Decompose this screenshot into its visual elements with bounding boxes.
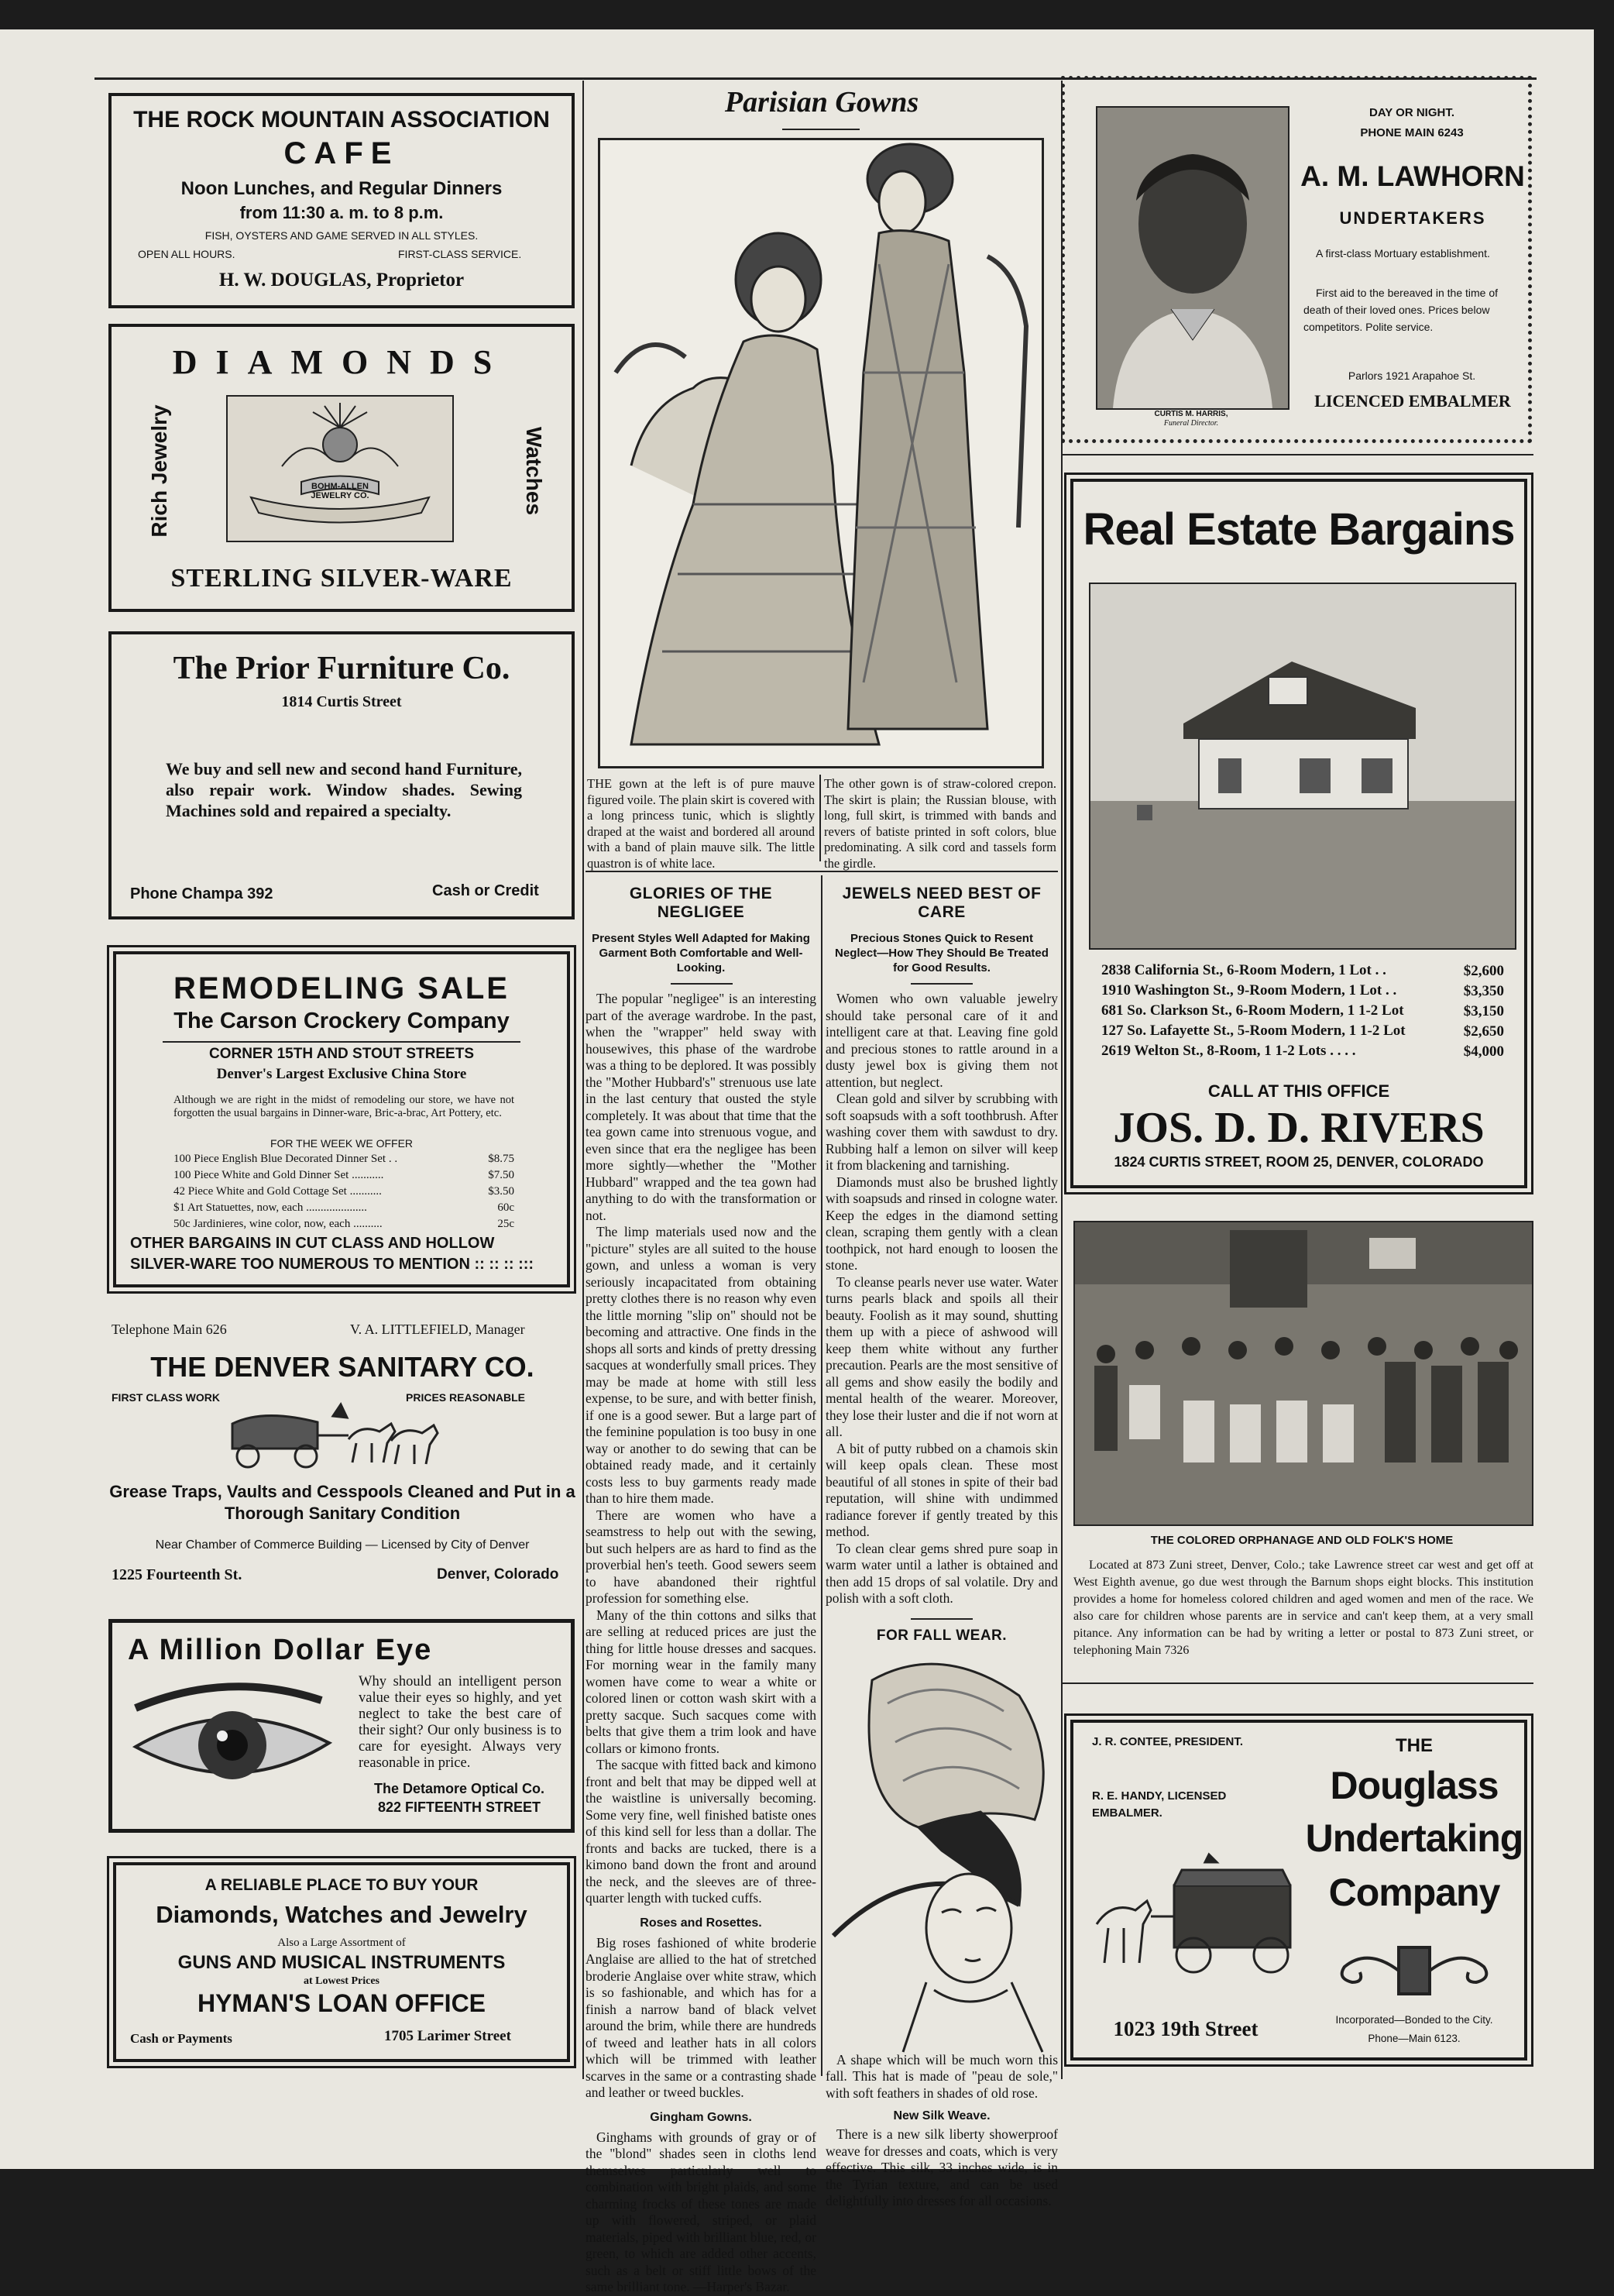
eye-icon <box>128 1677 337 1801</box>
negligee-article <box>586 885 816 2294</box>
diamonds-left-vertical: Rich Jewelry <box>147 404 171 538</box>
real-estate-ad <box>1070 479 1527 1188</box>
douglass-president: J. R. CONTEE, PRESIDENT. <box>1092 1735 1244 1748</box>
cafe-left-note: OPEN ALL HOURS. <box>138 248 235 260</box>
cafe-line4: from 11:30 a. m. to 8 p.m. <box>239 203 444 222</box>
loan-line3: Also a Large Assortment of <box>277 1937 406 1949</box>
jewels-para: A bit of putty rubbed on a chamois skin will keep opals clean. These most beautiful of all stones in spite of their bad reputation, will shine with undimmed radiance forever if gently treated by this method. <box>826 1440 1058 1539</box>
negligee-sub: Present Styles Well Adapted for Making Garment Both Comfortable and Well-Looking. <box>592 932 810 974</box>
listing-row: 681 So. Clarkson St., 6-Room Modern, 1 1-2 Lot $3,150 <box>1101 1002 1504 1019</box>
house-icon <box>1090 584 1515 948</box>
orphanage-caption: THE COLORED ORPHANAGE AND OLD FOLK'S HOME <box>1150 1534 1454 1547</box>
parisian-gowns-title: Parisian Gowns <box>724 86 919 119</box>
photo-caption-1: CURTIS M. HARRIS, <box>1154 410 1228 418</box>
cafe-right-note: FIRST-CLASS SERVICE. <box>398 248 522 260</box>
douglass-note1: Incorporated—Bonded to the City. <box>1335 2014 1493 2026</box>
sanitary-service: Grease Traps, Vaults and Cesspools Cleaned and Put in a Thorough Sanitary Condition <box>109 1482 575 1523</box>
jewels-sub: Precious Stones Quick to Resent Neglect—How They Should Be Treated for Good Results. <box>835 932 1049 974</box>
orphanage-photo <box>1073 1221 1533 1526</box>
sanitary-city: Denver, Colorado <box>437 1566 559 1583</box>
negligee-para: The popular "negligee" is an interesting part of the average wardrobe. In the past, when the "wrapper" held sway with housewives, this phase of the wardrobe was a thing to be deplored. It was possibly the "Mother Hubbard's" strenuous use late in the last century that ousted the style completely. It was about that time that the tea gown came into strenuous vogue, and even since that era the negligee has been more sightly—whether the "Mother Hubbard" wrapped and the tea gown had anything to do with the transformation or not. <box>586 991 816 1223</box>
remodeling-sale-ad <box>113 951 570 1287</box>
negligee-head: GLORIES OF THE NEGLIGEE <box>629 885 773 921</box>
cafe-line3: Noon Lunches, and Regular Dinners <box>180 178 503 199</box>
sanitary-name: THE DENVER SANITARY CO. <box>150 1351 534 1383</box>
lawhorn-p1: A first-class Mortuary establishment. <box>1316 247 1490 260</box>
jeweler-logo-text: BOHM-ALLEN JEWELRY CO. <box>311 482 369 500</box>
gingham-text: Ginghams with grounds of gray or of the "blond" shades seen in cloths lend themselves particularly well to combination with bright plaids, and some charming frocks of these tones are made up with flowered, striped, or plaid materials, piped with brilliant blue, red, or green, to which are added other accents, such as a belt or stiff little bows of the same brilliant tone. —Harper's Bazar. <box>586 2129 816 2294</box>
negligee-para: The sacque with fitted back and kimono front and belt that may be dipped well at the waistline is universally becoming. Some very fine, well finished batiste ones of this kind sell for less than a dollar. The fronts and backs are tucked, there is a kimono band down the front and around the neck, and the sleeves are of three-quarter length with tucked cuffs. <box>586 1757 816 1906</box>
group-photo-icon <box>1075 1222 1532 1524</box>
prior-address: 1814 Curtis Street <box>281 693 402 710</box>
remodeling-tagline: Denver's Largest Exclusive China Store <box>216 1066 467 1082</box>
listing-row: 2619 Welton St., 8-Room, 1 1-2 Lots . . . . $4,000 <box>1101 1043 1504 1060</box>
optical-ad <box>108 1619 575 1833</box>
realestate-agent: JOS. D. D. RIVERS <box>1113 1104 1485 1152</box>
cafe-ad <box>108 93 575 308</box>
title-underline <box>782 129 860 130</box>
negligee-para: Many of the thin cottons and silks that are selling at reduced prices are just the thing for little house dresses and sacques. For morning wear in the family many women have come to wear a white or colored linen or cotton wash skirt with a pretty sacque. Such sacques come with belts that give them a trim look and have collars or kimono fronts. <box>586 1607 816 1756</box>
ornament-icon <box>1329 1940 1499 2002</box>
fall-rule <box>911 1618 973 1620</box>
douglass-embalmer: R. E. HANDY, LICENSED EMBALMER. <box>1092 1789 1227 1820</box>
optical-body: Why should an intelligent person value their eyes so highly, and yet neglect to take the best care of their sight? Our only business is to care for eyesight. Always very reasonable in price. <box>359 1674 561 1771</box>
gingham-head: Gingham Gowns. <box>650 2110 752 2124</box>
remodeling-intro: Although we are right in the midst of remodeling our store, we have not forgotten the usual bargains in Dinner-ware, Bric-a-brac, Art Pottery, etc. <box>173 1094 514 1119</box>
realestate-address: 1824 CURTIS STREET, ROOM 25, DENVER, COLORADO <box>1114 1154 1484 1170</box>
sanitary-address: 1225 Fourteenth St. <box>112 1566 242 1583</box>
remodeling-item: 100 Piece White and Gold Dinner Set ........... $7.50 <box>173 1169 514 1181</box>
optical-company: The Detamore Optical Co. <box>373 1781 545 1796</box>
listing-row: 127 So. Lafayette St., 5-Room Modern, 1 1-2 Lot $2,650 <box>1101 1023 1504 1040</box>
house-photo <box>1089 583 1516 950</box>
caption-right: The other gown is of straw-colored crepon. The skirt is plain; the Russian blouse, with long, full skirt, is trimmed with bands and revers of batiste printed in soft colors, blue predominating. A silk cord and tassels form the girdle. <box>824 776 1056 871</box>
middle-divider <box>586 871 1058 872</box>
article-rule <box>821 875 822 2076</box>
roses-head: Roses and Rosettes. <box>640 1916 762 1930</box>
lawhorn-top2: PHONE MAIN 6243 <box>1360 126 1464 139</box>
right-divider-2 <box>1063 1682 1533 1684</box>
realestate-call: CALL AT THIS OFFICE <box>1207 1081 1390 1101</box>
prior-name: The Prior Furniture Co. <box>173 651 510 686</box>
remodeling-item: $1 Art Statuettes, now, each ..................... 60c <box>173 1201 514 1214</box>
negligee-para: There are women who have a seamstress to help out with the sewing, but such helpers are as hard to find as the proverbial hen's teeth. Good sewers seem to have abandoned their rightful profession for something else. <box>586 1507 816 1606</box>
douglass-note2: Phone—Main 6123. <box>1368 2033 1461 2044</box>
caption-rule <box>819 775 821 861</box>
fall-head: FOR FALL WEAR. <box>876 1627 1008 1644</box>
jewels-para: To clean clear gems shred pure soap in warm water until a lather is obtained and then add 15 drops of sal volatile. Dry and polish with a soft cloth. <box>826 1540 1058 1606</box>
cafe-proprietor: H. W. DOUGLAS, Proprietor <box>218 270 465 290</box>
sanitary-note: Near Chamber of Commerce Building — Licensed by City of Denver <box>155 1538 530 1552</box>
sanitary-left-tag: FIRST CLASS WORK <box>112 1391 220 1404</box>
lawhorn-parlors: Parlors 1921 Arapahoe St. <box>1348 369 1476 382</box>
lawhorn-title: UNDERTAKERS <box>1339 208 1486 228</box>
prior-terms: Cash or Credit <box>432 882 539 899</box>
remodeling-item: 50c Jardinieres, wine color, now, each .......... 25c <box>173 1218 514 1230</box>
horse-wagon-icon <box>217 1401 465 1478</box>
douglass-the: THE <box>1396 1735 1433 1756</box>
diamonds-footer: STERLING SILVER-WARE <box>170 564 513 593</box>
two-women-gowns-icon <box>600 140 1042 766</box>
jewels-head: JEWELS NEED BEST OF CARE <box>842 885 1042 921</box>
cafe-line2: CAFE <box>283 136 400 170</box>
cafe-line1: THE ROCK MOUNTAIN ASSOCIATION <box>133 107 550 132</box>
douglass-name1: Douglass <box>1330 1764 1499 1807</box>
jewels-para: Women who own valuable jewelry should take personal care of it and intelligent care at that. Leaving fine gold and precious stones to rattle around in a dusty jewel box is giving them not attention, but neglect. <box>826 991 1058 1090</box>
loan-address: 1705 Larimer Street <box>384 2028 511 2044</box>
diamonds-ad <box>108 324 575 612</box>
woman-hat-illustration-icon <box>826 1649 1058 2052</box>
remodeling-week-offer: FOR THE WEEK WE OFFER <box>270 1137 414 1150</box>
sanitary-phone: Telephone Main 626 <box>112 1322 227 1337</box>
peacock-crest-icon <box>228 397 452 541</box>
cafe-line5: FISH, OYSTERS AND GAME SERVED IN ALL STYLES. <box>204 229 479 242</box>
remodeling-address: CORNER 15TH AND STOUT STREETS <box>208 1046 475 1062</box>
remodeling-footer: OTHER BARGAINS IN CUT CLASS AND HOLLOW SILVER-WARE TOO NUMEROUS TO MENTION :: :: :: ::: <box>130 1235 534 1273</box>
sanitary-ad <box>108 1317 576 1590</box>
douglass-name3: Company <box>1328 1871 1500 1914</box>
loan-name: HYMAN'S LOAN OFFICE <box>197 1989 486 2017</box>
fall-caption: A shape which will be much worn this fall. This hat is made of "peau de sole," with soft feathers in shades of old rose. <box>826 2051 1058 2101</box>
remodeling-title: REMODELING SALE <box>173 971 510 1005</box>
remodeling-items <box>173 1151 514 1232</box>
loan-line4: GUNS AND MUSICAL INSTRUMENTS <box>177 1952 506 1973</box>
listings <box>1101 961 1504 1061</box>
diamonds-right-vertical: Watches <box>522 426 546 516</box>
lawhorn-ad <box>1061 76 1532 443</box>
silk-text: There is a new silk liberty showerproof weave for dresses and coats, which is very effective. This silk, 33 inches wide, is in the Tyrian texture, and can be used delightfully into dresses for all occasions. <box>826 2126 1058 2208</box>
photo-caption-2: Funeral Director. <box>1163 419 1219 428</box>
prior-body: We buy and sell new and second hand Furniture, also repair work. Window shades. Sewing Machines sold and repaired a specialty. <box>166 759 522 820</box>
remodeling-item: 100 Piece English Blue Decorated Dinner Set . . $8.75 <box>173 1153 514 1165</box>
jewels-para: Diamonds must also be brushed lightly with soapsuds and rinsed in cologne water. Keep the edges in the diamond setting clean, scraping them gently with a clean toothpick, not hard enough to loosen the stone. <box>826 1174 1058 1273</box>
sanitary-manager: V. A. LITTLEFIELD, Manager <box>350 1322 525 1337</box>
man-portrait-icon <box>1097 108 1288 408</box>
column-rule-left <box>582 81 584 2079</box>
jewels-article <box>826 885 1058 2208</box>
remodeling-divider <box>163 1041 520 1043</box>
gowns-illustration <box>598 138 1044 768</box>
realestate-title: Real Estate Bargains <box>1083 504 1515 555</box>
loan-terms: Cash or Payments <box>130 2031 232 2046</box>
listing-row: 1910 Washington St., 9-Room Modern, 1 Lot . . $3,350 <box>1101 982 1504 999</box>
negligee-rule <box>671 983 733 985</box>
optical-title: A Million Dollar Eye <box>128 1634 433 1666</box>
remodeling-company: The Carson Crockery Company <box>173 1009 510 1033</box>
silk-head: New Silk Weave. <box>893 2109 991 2122</box>
hearse-icon <box>1081 1854 1306 1978</box>
prior-furniture-ad <box>108 631 575 919</box>
douglass-address: 1023 19th Street <box>1113 2017 1259 2040</box>
jewels-para: Clean gold and silver by scrubbing with soft soapsuds with a soft toothbrush. After washing cover them with sawdust to dry. Rubbing half a lemon on silver will keep it from blackening and tarnishing. <box>826 1091 1058 1173</box>
lawhorn-licence: LICENCED EMBALMER <box>1314 391 1511 411</box>
lawhorn-name: A. M. LAWHORN <box>1300 160 1525 192</box>
right-divider-1 <box>1063 454 1533 455</box>
jewels-rule <box>911 983 973 985</box>
director-portrait <box>1096 106 1289 410</box>
negligee-para: The limp materials used now and the "picture" styles are all suited to the house gown, and unless a woman is very seriously incapacitated from obtaining pretty clothes there is no reason why even the little morning "slip on" should not be becoming and attractive. One finds in the shops all sorts and kinds of pretty dressing sacques at wonderfully small prices. They may be made at home with still less expense, to be sure, and with better finish, if one is a good sewer. But a large part of the feminine population is too busy in one way or another to do sewing that can be obtained ready made, and it certainly costs less to buy garments ready made than to hire them made. <box>586 1224 816 1506</box>
sanitary-right-tag: PRICES REASONABLE <box>406 1391 526 1404</box>
caption-left: THE gown at the left is of pure mauve figured voile. The plain skirt is covered with a long princess tunic, which is slightly draped at the waist and bordered all around with a band of plain mauve silk. The little quastron is of white lace. <box>587 776 815 871</box>
prior-phone: Phone Champa 392 <box>130 885 273 902</box>
optical-address: 822 FIFTEENTH STREET <box>377 1799 541 1815</box>
orphanage-body: Located at 873 Zuni street, Denver, Colo.; take Lawrence street car west and get off at West Eighth avenue, go due west through the Barnum shops eight blocks. This institution provides a home for homeless colored children and aged women and men of the race. We also care for children whose parents are in service and can't keep them, at a very small pitance. Any information can be had by writing a letter or postal to 873 Zuni street, or telephoning Main 7326 <box>1073 1559 1533 1657</box>
listing-row: 2838 California St., 6-Room Modern, 1 Lot . . $2,600 <box>1101 962 1504 979</box>
loan-line5: at Lowest Prices <box>304 1975 379 1987</box>
lawhorn-p2: First aid to the bereaved in the time of death of their loved ones. Prices below competitors. Polite service. <box>1303 287 1499 333</box>
loan-office-ad <box>113 1862 570 2062</box>
roses-text: Big roses fashioned of white broderie Anglaise are allied to the hat of stretched broderie Anglaise over white straw, which is so fashionable, and which has for a finish a narrow band of black velvet around the brim, while there are hundreds of tweed and leather hats in all colors which will be trimmed with leather scarves in the same or a contrasting shade and leather or tweed buckles. <box>586 1934 816 2100</box>
loan-line2: Diamonds, Watches and Jewelry <box>156 1901 527 1928</box>
diamonds-title: DIAMONDS <box>172 343 511 381</box>
jewels-para: To cleanse pearls never use water. Water turns pearls black and spoils all their beauty. Foolish as it may sound, shutting them up with a piece of ashwood will keep them white without any further precaution. Pearls are the most sensitive of all gems and show easily the bodily and mental health of the wearer. Moreover, they lose their luster and die if not worn at all. <box>826 1273 1058 1439</box>
douglass-ad <box>1070 1720 1527 2061</box>
loan-line1: A RELIABLE PLACE TO BUY YOUR <box>204 1876 479 1894</box>
lawhorn-top1: DAY OR NIGHT. <box>1368 106 1455 119</box>
remodeling-item: 42 Piece White and Gold Cottage Set ........... $3.50 <box>173 1185 514 1198</box>
douglass-name2: Undertaking <box>1305 1817 1523 1860</box>
jeweler-logo <box>226 395 454 542</box>
